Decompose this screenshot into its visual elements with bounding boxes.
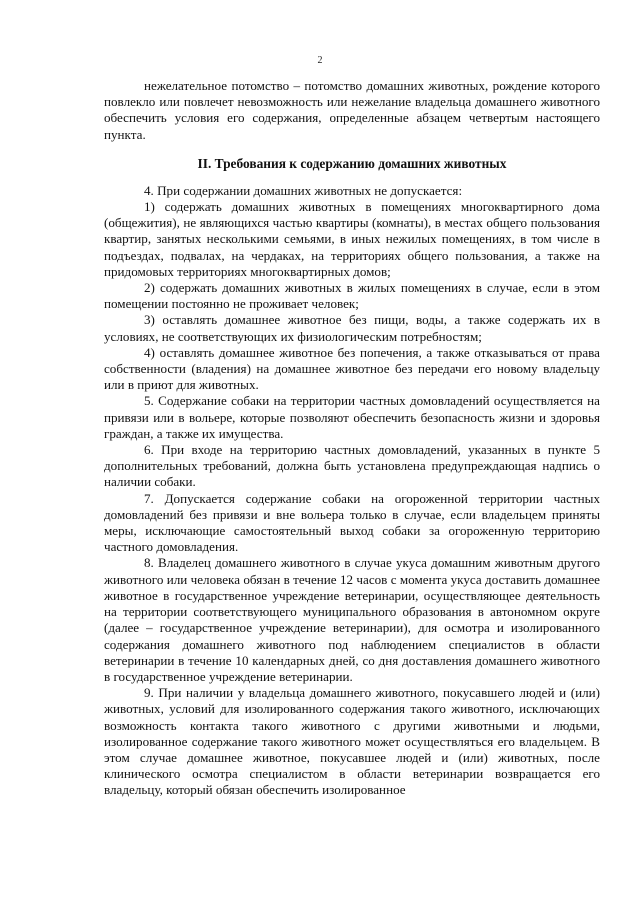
paragraph-7: 7. Допускается содержание собаки на огороженной территории частных домовладений без привязи и вне вольера только в случае, если владельцем приняты меры, исключающие самостоятельный выход собаки за огороженную территорию частного домовладения. — [104, 490, 600, 555]
paragraph-4-1: 1) содержать домашних животных в помещениях многоквартирного дома (общежития), не являющихся частью квартиры (комнаты), в местах общего пользования квартир, занятых несколькими семьями, в иных нежилых помещениях, в том числе в подъездах, подвалах, на чердаках, на территориях общего пользования, а также на придомовых территориях многоквартирных домов; — [104, 199, 600, 279]
paragraph-5: 5. Содержание собаки на территории частных домовладений осуществляется на привязи или в вольере, которые позволяют обеспечить безопасность жизни и здоровья граждан, а также их имущества. — [104, 393, 600, 441]
paragraph-6: 6. При входе на территорию частных домовладений, указанных в пункте 5 дополнительных требований, должна быть установлена предупреждающая надпись о наличии собаки. — [104, 442, 600, 490]
page-number: 2 — [317, 55, 323, 66]
paragraph-8: 8. Владелец домашнего животного в случае укуса домашним животным другого животного или человека обязан в течение 12 часов с момента укуса доставить домашнее животное в государственное учреждение ветеринарии, осуществляющее деятельность на территории соответствующего муниципального образования в автономном округе (далее – государственное учреждение ветеринарии), для осмотра и изолированного содержания домашнего животного под наблюдением специалистов в области ветеринарии в течение 10 календарных дней, со дня доставления домашнего животного в государственное учреждение ветеринарии. — [104, 555, 600, 684]
intro-paragraph: нежелательное потомство – потомство домашних животных, рождение которого повлекло или повлечет невозможность или нежелание владельца домашнего животного обеспечить условия его содержания, определенные абзацем четвертым настоящего пункта. — [104, 78, 600, 142]
paragraph-4-2: 2) содержать домашних животных в жилых помещениях в случае, если в этом помещении постоянно не проживает человек; — [104, 280, 600, 312]
paragraph-4-3: 3) оставлять домашнее животное без пищи, воды, а также содержать их в условиях, не соответствующих их физиологическим потребностям; — [104, 312, 600, 344]
section-title: II. Требования к содержанию домашних животных — [197, 155, 507, 171]
paragraph-4: 4. При содержании домашних животных не допускается: — [144, 182, 463, 198]
paragraph-4-4: 4) оставлять домашнее животное без попечения, а также отказываться от права собственности (владения) на домашнее животное без передачи его новому владельцу или в приют для животных. — [104, 344, 600, 393]
paragraph-9: 9. При наличии у владельца домашнего животного, покусавшего людей и (или) животных, условий для изолированного содержания такого животного, исключающих возможность контакта такого животного с другими животными и людьми, изолированное содержание такого животного может осуществляться его владельцем. В этом случае домашнее животное, покусавшее людей и (или) животных, после клинического осмотра специалистом в области ветеринарии возвращается его владельцу, который обязан обеспечить изолированное — [104, 685, 600, 798]
document-body — [104, 78, 600, 799]
